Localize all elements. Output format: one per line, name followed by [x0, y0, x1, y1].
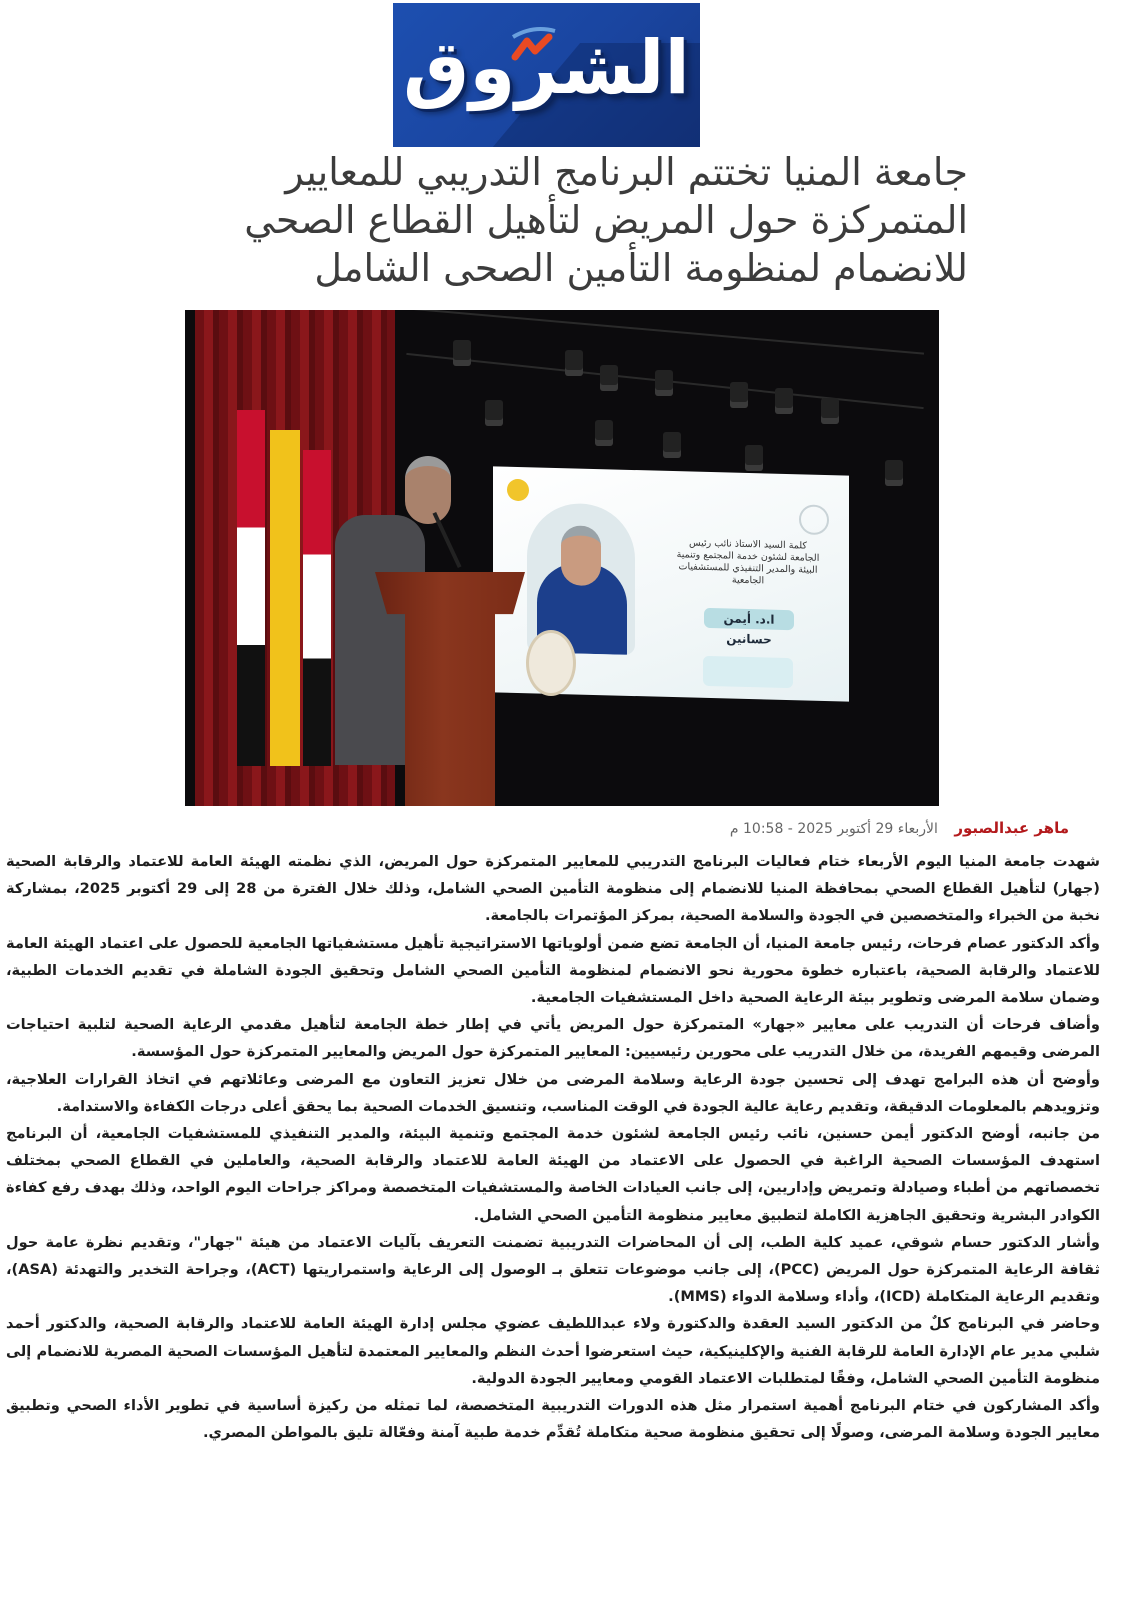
university-flag — [270, 430, 300, 766]
podium-seal-icon — [526, 630, 576, 696]
paragraph: من جانبه، أوضح الدكتور أيمن حسنين، نائب رئيس الجامعة لشئون خدمة المجتمع وتنمية البيئة، والمدير التنفيذي للمستشفيات الجامعية، أن البرنامج استهدف المؤسسات الصحية الراغبة في الحصول على الاعتماد من الهيئة العامة للاعتماد والرقابة الصحية، والعاملين في القطاع الصحي بمختلف تخصصاتهم من أطباء وصيادلة وتمريض وإداريين، إلى جانب العيادات الخاصة والمستشفيات المتخصصة ومراكز جراحات اليوم الواحد، وذلك بهدف رفع كفاءة الكوادر البشرية وتحقيق الجاهزية الكاملة لتطبيق معايير منظومة التأمين الصحي الشامل. — [6, 1125, 1100, 1224]
article-photo — [185, 310, 939, 806]
logo-wordmark: الشروق — [403, 25, 690, 111]
accreditation-logo-icon — [703, 656, 793, 688]
shorouk-logo[interactable] — [393, 3, 700, 147]
portrait-head — [561, 525, 601, 586]
paragraph: شهدت جامعة المنيا اليوم الأربعاء ختام فعاليات البرنامج التدريبي للمعايير المتمركزة حول المريض، الذي نظمته الهيئة العامة للاعتماد والرقابة الصحية (جهار) لتأهيل القطاع الصحي بمحافظة المنيا للانضمام إلى منظومة التأمين الصحي الشامل، وذلك خلال الفترة من 28 إلى 29 أكتوبر 2025، بمشاركة نخبة من الخبراء والمتخصصين في الجودة والسلامة الصحية، بمركز المؤتمرات بالجامعة. — [6, 853, 1100, 925]
stage-light — [775, 388, 793, 414]
paragraph: وأشار الدكتور حسام شوقي، عميد كلية الطب، إلى أن المحاضرات التدريبية تضمنت التعريف بآليات الاعتماد من هيئة "جهار"، وتقديم نظرة عامة حول ثقافة الرعاية المتمركزة حول المريض (PCC)، إلى جانب موضوعات تتعلق بـ الوصول إلى الرعاية واستمراريتها (ACT)، وجراحة التخدير والتهدئة (ASA)، وتقديم الرعاية المتكاملة (ICD)، وأداء وسلامة الدواء (MMS). — [6, 1233, 1100, 1306]
speaker-head — [405, 456, 451, 524]
article-headline: جامعة المنيا تختتم البرنامج التدريبي للمعايير المتمركزة حول المريض لتأهيل القطاع الصحي للانضمام لمنظومة التأمين الصحى الشامل — [244, 150, 968, 290]
paragraph: وأكد الدكتور عصام فرحات، رئيس جامعة المنيا، أن الجامعة تضع ضمن أولوياتها الاستراتيجية تأهيل مستشفياتها الجامعية للحصول على اعتماد الهيئة العامة للاعتماد والرقابة الصحية، باعتباره خطوة محورية نحو الانضمام لمنظومة التأمين الصحي الشامل وتحقيق الجودة الشاملة في تقديم الخدمات الطبية، وضمان سلامة المرضى وتطوير بيئة الرعاية الصحية داخل المستشفيات الجامعية. — [6, 934, 1100, 1007]
stage-light — [485, 400, 503, 426]
screen-speaker-name: ا.د. أيمن حسانين — [704, 608, 794, 630]
university-logo-icon — [507, 479, 529, 502]
lighting-truss — [406, 310, 924, 355]
paragraph: وحاضر في البرنامج كلٌ من الدكتور السيد العقدة والدكتورة ولاء عبداللطيف عضوي مجلس إدارة الهيئة العامة للاعتماد والرقابة الصحية، والدكتور أحمد شلبي مدير عام الإدارة العامة للرقابة الفنية والإكلينيكية، حيث استعرضوا أحدث النظم والمعايير المعتمدة لتأهيل المؤسسات الصحية المصرية للانضمام إلى منظومة التأمين الصحي الشامل، وفقًا لمتطلبات الاعتماد القومي ومعايير الجودة الدولية. — [6, 1315, 1100, 1387]
byline — [730, 819, 1069, 837]
stage-light — [885, 460, 903, 486]
egypt-flag — [303, 450, 331, 766]
stage-light — [663, 432, 681, 458]
paragraph: وأكد المشاركون في ختام البرنامج أهمية استمرار مثل هذه الدورات التدريبية المتخصصة، لما تمثله من ركيزة أساسية في تطوير الأداء الصحي وتطبيق معايير الجودة وسلامة المرضى، وصولًا إلى تحقيق منظومة صحية متكاملة تُقدِّم خدمة طبية آمنة وفعّالة تليق بالمواطن المصري. — [6, 1397, 1100, 1442]
paragraph: وأضاف فرحات أن التدريب على معايير «جهار» المتمركزة حول المريض يأتي في إطار خطة الجامعة لتأهيل مقدمي الرعاية الصحية لتلبية احتياجات المرضى وقيمهم الفريدة، من خلال التدريب على محورين رئيسيين: المعايير المتمركزة حول المريض والمعايير المتمركزة حول المؤسسة. — [6, 1016, 1100, 1061]
screen-caption: كلمة السيد الاستاذ نائب رئيس الجامعة لشئون خدمة المجتمع وتنمية البيئة والمدير التنفيذي للمستشفيات الجامعية — [676, 537, 820, 587]
egypt-flag — [237, 410, 265, 766]
stage-light — [821, 398, 839, 424]
stage-light — [453, 340, 471, 366]
article-body — [6, 848, 1100, 1446]
author-link[interactable]: ماهر عبدالصبور — [954, 819, 1069, 837]
stage-light — [595, 420, 613, 446]
microphone-icon — [433, 512, 462, 568]
stage-light — [745, 445, 763, 471]
stage-light — [655, 370, 673, 396]
stage-light — [600, 365, 618, 391]
publish-date: الأربعاء 29 أكتوبر 2025 - 10:58 م — [729, 821, 938, 837]
seal-icon — [799, 504, 829, 535]
paragraph: وأوضح أن هذه البرامج تهدف إلى تحسين جودة الرعاية وسلامة المرضى من خلال تعزيز التعاون مع المرضى وعائلاتهم في اتخاذ القرارات العلاجية، وتزويدهم بالمعلومات الدقيقة، وتقديم رعاية عالية الجودة في الوقت المناسب، وتنسيق الخدمات الصحية بما يحقق أعلى درجات الكفاءة والاستدامة. — [6, 1070, 1100, 1115]
stage-light — [730, 382, 748, 408]
stage-light — [565, 350, 583, 376]
